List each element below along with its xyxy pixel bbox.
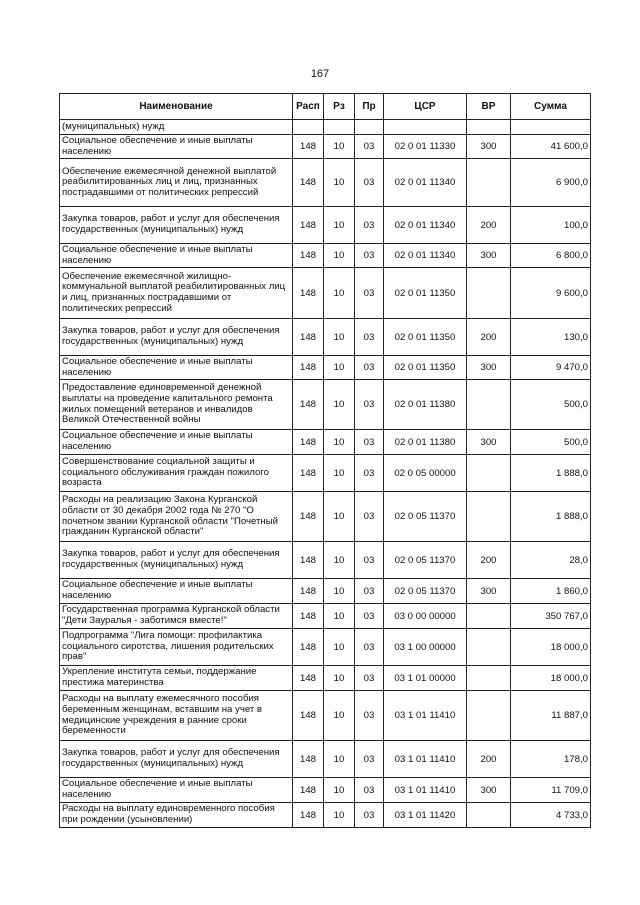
cell-rasp: 148 bbox=[293, 430, 324, 455]
table-row bbox=[60, 430, 591, 455]
cell-pr: 03 bbox=[355, 380, 384, 430]
cell-pr: 03 bbox=[355, 356, 384, 380]
cell-name: Закупка товаров, работ и услуг для обеспечения государственных (муниципальных) нужд bbox=[60, 207, 293, 244]
cell-pr bbox=[355, 120, 384, 135]
column-header-sum: Сумма bbox=[511, 94, 591, 120]
cell-vr: 200 bbox=[467, 207, 511, 244]
cell-csr: 03 1 01 11420 bbox=[384, 803, 467, 828]
table-row bbox=[60, 666, 591, 691]
cell-vr bbox=[467, 666, 511, 691]
cell-name: Государственная программа Курганской области "Дети Зауралья - заботимся вместе!" bbox=[60, 604, 293, 629]
cell-vr: 300 bbox=[467, 430, 511, 455]
cell-csr: 02 0 01 11350 bbox=[384, 356, 467, 380]
cell-rz: 10 bbox=[324, 604, 355, 629]
table-row bbox=[60, 604, 591, 629]
cell-rz: 10 bbox=[324, 455, 355, 492]
table-row bbox=[60, 803, 591, 828]
cell-csr: 02 0 01 11350 bbox=[384, 268, 467, 319]
cell-rasp: 148 bbox=[293, 135, 324, 159]
cell-pr: 03 bbox=[355, 803, 384, 828]
cell-sum: 9 600,0 bbox=[511, 268, 591, 319]
cell-csr: 02 0 01 11380 bbox=[384, 380, 467, 430]
cell-rz: 10 bbox=[324, 356, 355, 380]
cell-csr bbox=[384, 120, 467, 135]
budget-table bbox=[59, 93, 591, 828]
cell-csr: 03 1 00 00000 bbox=[384, 629, 467, 666]
cell-rasp: 148 bbox=[293, 542, 324, 579]
table-row bbox=[60, 579, 591, 604]
cell-pr: 03 bbox=[355, 778, 384, 803]
cell-vr: 200 bbox=[467, 542, 511, 579]
cell-sum: 18 000,0 bbox=[511, 666, 591, 691]
cell-vr: 200 bbox=[467, 741, 511, 778]
cell-vr: 300 bbox=[467, 356, 511, 380]
cell-rasp: 148 bbox=[293, 691, 324, 741]
table-row bbox=[60, 455, 591, 492]
cell-sum: 1 888,0 bbox=[511, 492, 591, 542]
cell-csr: 02 0 01 11380 bbox=[384, 430, 467, 455]
cell-rasp: 148 bbox=[293, 492, 324, 542]
cell-sum: 1 860,0 bbox=[511, 579, 591, 604]
cell-sum: 41 600,0 bbox=[511, 135, 591, 159]
cell-name: Социальное обеспечение и иные выплаты населению bbox=[60, 579, 293, 604]
cell-pr: 03 bbox=[355, 629, 384, 666]
column-header-pr: Пр bbox=[355, 94, 384, 120]
cell-sum: 28,0 bbox=[511, 542, 591, 579]
cell-sum: 18 000,0 bbox=[511, 629, 591, 666]
cell-name: Социальное обеспечение и иные выплаты населению bbox=[60, 135, 293, 159]
cell-pr: 03 bbox=[355, 430, 384, 455]
column-header-name: Наименование bbox=[60, 94, 293, 120]
cell-sum: 11 709,0 bbox=[511, 778, 591, 803]
cell-csr: 03 1 01 11410 bbox=[384, 741, 467, 778]
cell-csr: 02 0 01 11340 bbox=[384, 244, 467, 268]
cell-sum: 178,0 bbox=[511, 741, 591, 778]
cell-rz: 10 bbox=[324, 319, 355, 356]
cell-vr: 300 bbox=[467, 135, 511, 159]
cell-sum: 6 800,0 bbox=[511, 244, 591, 268]
table-row bbox=[60, 159, 591, 207]
cell-rasp: 148 bbox=[293, 803, 324, 828]
cell-csr: 03 1 01 11410 bbox=[384, 778, 467, 803]
cell-pr: 03 bbox=[355, 268, 384, 319]
cell-sum: 350 767,0 bbox=[511, 604, 591, 629]
cell-name: Расходы на выплату ежемесячного пособия беременным женщинам, вставшим на учет в медицинские учреждения в ранние сроки беременности bbox=[60, 691, 293, 741]
cell-name: Закупка товаров, работ и услуг для обеспечения государственных (муниципальных) нужд bbox=[60, 542, 293, 579]
cell-name: Закупка товаров, работ и услуг для обеспечения государственных (муниципальных) нужд bbox=[60, 319, 293, 356]
cell-pr: 03 bbox=[355, 741, 384, 778]
cell-name: Укрепление института семьи, поддержание престижа материнства bbox=[60, 666, 293, 691]
column-header-rasp: Расп bbox=[293, 94, 324, 120]
cell-rz: 10 bbox=[324, 778, 355, 803]
cell-vr: 200 bbox=[467, 319, 511, 356]
cell-sum: 100,0 bbox=[511, 207, 591, 244]
cell-pr: 03 bbox=[355, 319, 384, 356]
cell-name: Социальное обеспечение и иные выплаты населению bbox=[60, 430, 293, 455]
cell-rz: 10 bbox=[324, 542, 355, 579]
cell-csr: 02 0 01 11350 bbox=[384, 319, 467, 356]
cell-rasp: 148 bbox=[293, 579, 324, 604]
cell-rz: 10 bbox=[324, 629, 355, 666]
table-row bbox=[60, 120, 591, 135]
cell-sum: 1 888,0 bbox=[511, 455, 591, 492]
cell-rz: 10 bbox=[324, 380, 355, 430]
cell-csr: 02 0 05 00000 bbox=[384, 455, 467, 492]
table-row bbox=[60, 492, 591, 542]
cell-sum: 500,0 bbox=[511, 380, 591, 430]
cell-sum: 6 900,0 bbox=[511, 159, 591, 207]
cell-pr: 03 bbox=[355, 135, 384, 159]
cell-vr bbox=[467, 803, 511, 828]
cell-csr: 03 1 01 11410 bbox=[384, 691, 467, 741]
cell-rz: 10 bbox=[324, 159, 355, 207]
cell-rasp: 148 bbox=[293, 629, 324, 666]
cell-sum: 130,0 bbox=[511, 319, 591, 356]
cell-rasp: 148 bbox=[293, 455, 324, 492]
cell-vr bbox=[467, 455, 511, 492]
table-row bbox=[60, 778, 591, 803]
cell-name: Обеспечение ежемесячной денежной выплатой реабилитированных лиц и лиц, признанных пострадавшими от политических репрессий bbox=[60, 159, 293, 207]
cell-rz: 10 bbox=[324, 135, 355, 159]
cell-rasp: 148 bbox=[293, 244, 324, 268]
cell-vr bbox=[467, 159, 511, 207]
cell-vr bbox=[467, 492, 511, 542]
cell-csr: 02 0 01 11340 bbox=[384, 207, 467, 244]
cell-rz: 10 bbox=[324, 207, 355, 244]
table-header-row bbox=[60, 94, 591, 120]
cell-rz: 10 bbox=[324, 268, 355, 319]
cell-csr: 02 0 05 11370 bbox=[384, 579, 467, 604]
table-row bbox=[60, 380, 591, 430]
cell-pr: 03 bbox=[355, 691, 384, 741]
table-row bbox=[60, 268, 591, 319]
cell-csr: 03 0 00 00000 bbox=[384, 604, 467, 629]
cell-rasp bbox=[293, 120, 324, 135]
cell-csr: 02 0 05 11370 bbox=[384, 542, 467, 579]
cell-rz: 10 bbox=[324, 492, 355, 542]
cell-pr: 03 bbox=[355, 455, 384, 492]
cell-sum: 500,0 bbox=[511, 430, 591, 455]
cell-pr: 03 bbox=[355, 542, 384, 579]
cell-rasp: 148 bbox=[293, 207, 324, 244]
page-number: 167 bbox=[310, 68, 330, 80]
cell-name: Социальное обеспечение и иные выплаты населению bbox=[60, 356, 293, 380]
cell-rasp: 148 bbox=[293, 741, 324, 778]
cell-rasp: 148 bbox=[293, 268, 324, 319]
cell-rz: 10 bbox=[324, 691, 355, 741]
table-row bbox=[60, 691, 591, 741]
column-header-csr: ЦСР bbox=[384, 94, 467, 120]
cell-sum: 11 887,0 bbox=[511, 691, 591, 741]
cell-pr: 03 bbox=[355, 666, 384, 691]
cell-rasp: 148 bbox=[293, 666, 324, 691]
cell-rasp: 148 bbox=[293, 319, 324, 356]
cell-rasp: 148 bbox=[293, 604, 324, 629]
cell-vr bbox=[467, 691, 511, 741]
cell-name: Расходы на выплату единовременного пособия при рождении (усыновлении) bbox=[60, 803, 293, 828]
table-row bbox=[60, 542, 591, 579]
cell-name: (муниципальных) нужд bbox=[60, 120, 293, 135]
cell-pr: 03 bbox=[355, 159, 384, 207]
cell-csr: 02 0 01 11330 bbox=[384, 135, 467, 159]
cell-vr bbox=[467, 629, 511, 666]
cell-rz: 10 bbox=[324, 244, 355, 268]
table-row bbox=[60, 741, 591, 778]
cell-sum: 4 733,0 bbox=[511, 803, 591, 828]
cell-name: Социальное обеспечение и иные выплаты населению bbox=[60, 244, 293, 268]
cell-pr: 03 bbox=[355, 244, 384, 268]
cell-rz: 10 bbox=[324, 430, 355, 455]
cell-pr: 03 bbox=[355, 492, 384, 542]
cell-rz: 10 bbox=[324, 741, 355, 778]
cell-rasp: 148 bbox=[293, 380, 324, 430]
cell-name: Социальное обеспечение и иные выплаты населению bbox=[60, 778, 293, 803]
cell-vr bbox=[467, 120, 511, 135]
cell-pr: 03 bbox=[355, 579, 384, 604]
column-header-rz: Рз bbox=[324, 94, 355, 120]
cell-name: Совершенствование социальной защиты и социального обслуживания граждан пожилого возраста bbox=[60, 455, 293, 492]
cell-rz: 10 bbox=[324, 803, 355, 828]
cell-vr: 300 bbox=[467, 778, 511, 803]
cell-csr: 02 0 01 11340 bbox=[384, 159, 467, 207]
cell-vr bbox=[467, 268, 511, 319]
cell-rz bbox=[324, 120, 355, 135]
cell-csr: 03 1 01 00000 bbox=[384, 666, 467, 691]
cell-pr: 03 bbox=[355, 207, 384, 244]
table-row bbox=[60, 319, 591, 356]
cell-vr: 300 bbox=[467, 579, 511, 604]
cell-name: Закупка товаров, работ и услуг для обеспечения государственных (муниципальных) нужд bbox=[60, 741, 293, 778]
cell-rz: 10 bbox=[324, 666, 355, 691]
cell-name: Подпрограмма "Лига помощи: профилактика социального сиротства, лишения родительских прав" bbox=[60, 629, 293, 666]
cell-name: Предоставление единовременной денежной выплаты на проведение капитального ремонта жилых помещений ветеранов и инвалидов Великой Отечественной войны bbox=[60, 380, 293, 430]
cell-rz: 10 bbox=[324, 579, 355, 604]
cell-vr bbox=[467, 380, 511, 430]
cell-pr: 03 bbox=[355, 604, 384, 629]
cell-vr: 300 bbox=[467, 244, 511, 268]
cell-sum bbox=[511, 120, 591, 135]
cell-sum: 9 470,0 bbox=[511, 356, 591, 380]
table-row bbox=[60, 207, 591, 244]
table-row bbox=[60, 629, 591, 666]
table-row bbox=[60, 356, 591, 380]
cell-vr bbox=[467, 604, 511, 629]
table-row bbox=[60, 244, 591, 268]
cell-name: Обеспечение ежемесячной жилищно-коммунальной выплатой реабилитированных лиц и лиц, признанных пострадавшими от политических репрессий bbox=[60, 268, 293, 319]
cell-rasp: 148 bbox=[293, 778, 324, 803]
column-header-vr: ВР bbox=[467, 94, 511, 120]
cell-csr: 02 0 05 11370 bbox=[384, 492, 467, 542]
cell-rasp: 148 bbox=[293, 356, 324, 380]
cell-name: Расходы на реализацию Закона Курганской области от 30 декабря 2002 года № 270 "О почетном звании Курганской области "Почетный гражданин Курганской области" bbox=[60, 492, 293, 542]
table-row bbox=[60, 135, 591, 159]
cell-rasp: 148 bbox=[293, 159, 324, 207]
